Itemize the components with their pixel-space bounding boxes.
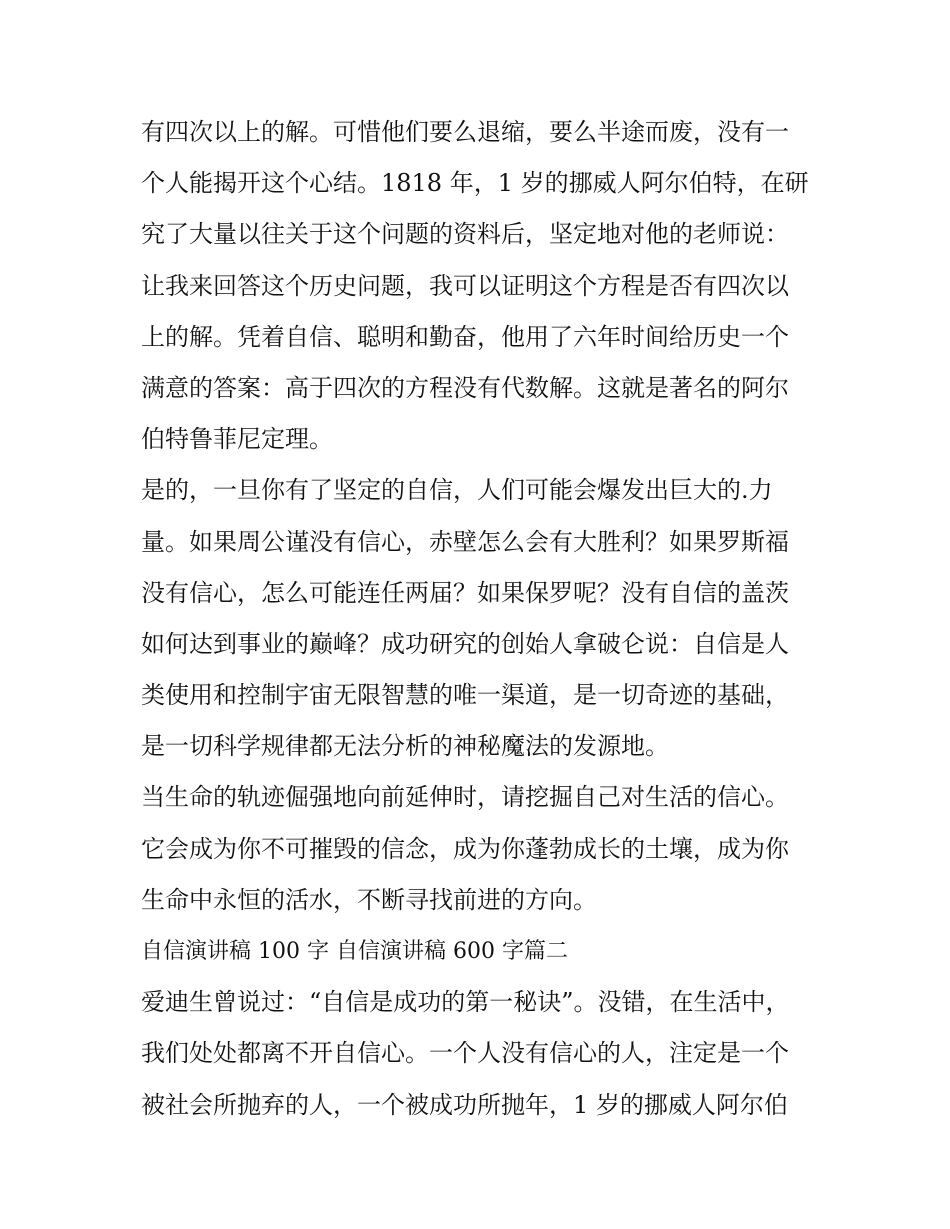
text-line: 上的解。凭着自信、聪明和勤奋，他用了六年时间给历史一个 <box>141 322 789 351</box>
document-body <box>141 107 821 1131</box>
section-heading: 自信演讲稿 100 字 自信演讲稿 600 字篇二 <box>141 939 568 964</box>
text-line: 个人能揭开这个心结。1818 年，1 岁的挪威人阿尔伯特，在研 <box>141 169 809 198</box>
text-line: 生命中永恒的活水，不断寻找前进的方向。 <box>141 885 597 914</box>
text-line: 是的，一旦你有了坚定的自信，人们可能会爆发出巨大的.力 <box>141 476 773 505</box>
text-line: 如何达到事业的巅峰？成功研究的创始人拿破仑说：自信是人 <box>141 629 789 658</box>
text-line: 量。如果周公谨没有信心，赤壁怎么会有大胜利？如果罗斯福 <box>141 527 789 556</box>
text-line: 有四次以上的解。可惜他们要么退缩，要么半途而废，没有一 <box>141 118 789 146</box>
text-line: 爱迪生曾说过：“自信是成功的第一秘诀”。没错，在生活中， <box>141 988 790 1017</box>
text-line: 究了大量以往关于这个问题的资料后，坚定地对他的老师说： <box>141 220 789 249</box>
text-line: 满意的答案：高于四次的方程没有代数解。这就是著名的阿尔 <box>141 373 789 402</box>
text-line: 当生命的轨迹倔强地向前延伸时，请挖掘自己对生活的信心。 <box>141 783 789 812</box>
text-line: 伯特鲁菲尼定理。 <box>141 425 333 454</box>
text-line: 没有信心，怎么可能连任两届？如果保罗呢？没有自信的盖茨 <box>141 578 789 607</box>
text-line: 是一切科学规律都无法分析的神秘魔法的发源地。 <box>141 732 669 761</box>
text-line: 让我来回答这个历史问题，我可以证明这个方程是否有四次以 <box>141 271 789 300</box>
text-line: 我们处处都离不开自信心。一个人没有信心的人，注定是一个 <box>141 1039 789 1068</box>
text-line: 它会成为你不可摧毁的信念，成为你蓬勃成长的土壤，成为你 <box>141 834 789 863</box>
text-line: 被社会所抛弃的人，一个被成功所抛年，1 岁的挪威人阿尔伯 <box>141 1090 788 1119</box>
text-line: 类使用和控制宇宙无限智慧的唯一渠道，是一切奇迹的基础， <box>141 681 789 710</box>
